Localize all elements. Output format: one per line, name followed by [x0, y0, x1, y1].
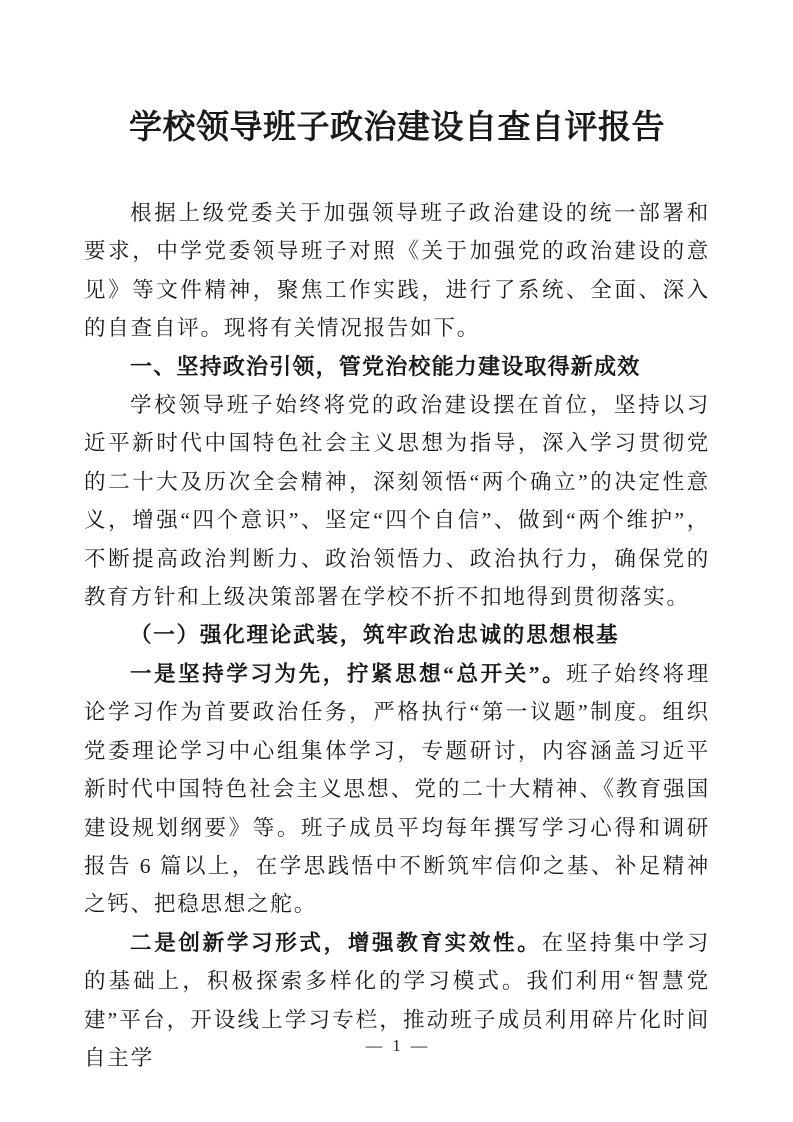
point-1-text: 班子始终将理论学习作为首要政治任务，严格执行“第一议题”制度。组织党委理论学习中心组集体学习，专题研讨，内容涵盖习近平新时代中国特色社会主义思想、党的二十大精神、《教育强国建设规划纲要》等。班子成员平均每年撰写学习心得和调研报告 6 篇以上，在学思践悟中不断筑牢信仰之基、补足精神之钙、把稳思想之舵。 [84, 661, 710, 917]
section-heading-1: 一、坚持政治引领，管党治校能力建设取得新成效 [130, 353, 641, 379]
section-1-paragraph: 学校领导班子始终将党的政治建设摆在首位，坚持以习近平新时代中国特色社会主义思想为指导，深入学习贯彻党的二十大及历次全会精神，深刻领悟“两个确立”的决定性意义，增强“四个意识”、坚定“四个自信”、做到“两个维护”，不断提高政治判断力、政治领悟力、政治执行力，确保党的教育方针和上级决策部署在学校不折不扣地得到贯彻落实。 [84, 393, 710, 610]
point-1-lead: 一是坚持学习为先，拧紧思想“总开关”。 [130, 661, 567, 686]
page-number: — 1 — [365, 1036, 428, 1055]
document-title: 学校领导班子政治建设自查自评报告 [129, 110, 665, 146]
point-2-lead: 二是创新学习形式，增强教育实效性。 [130, 930, 542, 955]
intro-paragraph: 根据上级党委关于加强领导班子政治建设的统一部署和要求，中学党委领导班子对照《关于加强党的政治建设的意见》等文件精神，聚焦工作实践，进行了系统、全面、深入的自查自评。现将有关情况报告如下。 [84, 201, 710, 341]
subsection-heading-1-1: （一）强化理论武装，筑牢政治忠诚的思想根基 [130, 623, 620, 648]
point-2-text: 在坚持集中学习的基础上，积极探索多样化的学习模式。我们利用“智慧党建”平台，开设线上学习专栏，推动班子成员利用碎片化时间自主学 [84, 930, 710, 1070]
point-1-paragraph [84, 655, 710, 924]
